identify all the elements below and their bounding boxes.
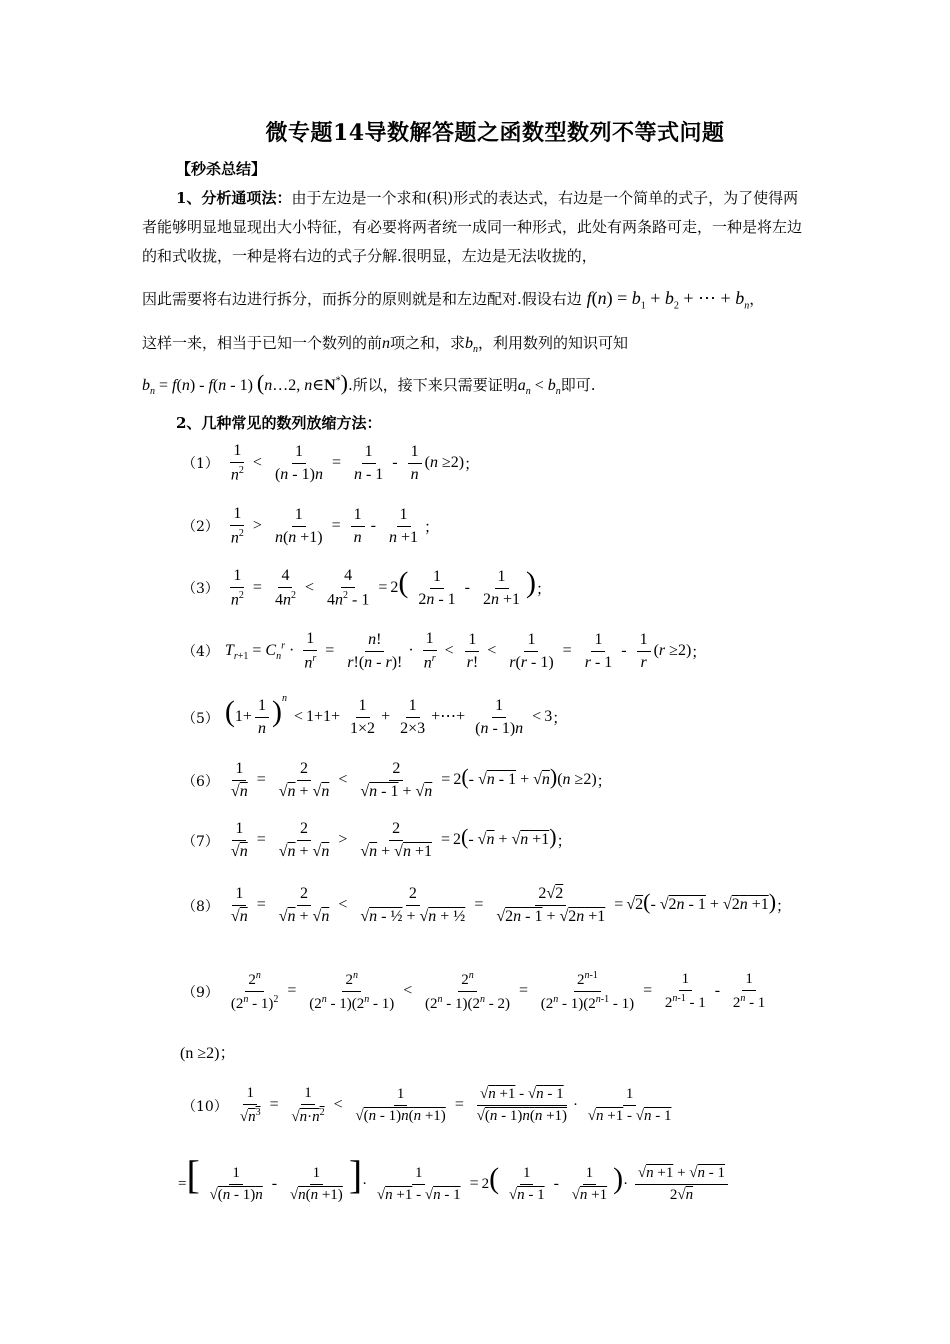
- p1-text-3c: ，利用数列的知识可知: [478, 334, 629, 352]
- label-4: （4）: [182, 644, 219, 661]
- formula-row-5: （5） (1+ $\frac{1}{n}$ )$^n$ < 1+1+ $\frac{1}{1\times 2}$ + $\frac{1}{2\times 3}$ +⋯+ $\frac{1}{(n - 1)n}$ < 3 ；: [182, 692, 568, 737]
- label-7: （7）: [182, 833, 219, 850]
- p1-text-4b: 即可.: [560, 376, 596, 394]
- formula-row-1: （1） $\frac{1}{n^2}$ < $\frac{1}{(n - 1)n}$ = $\frac{1}{n - 1}$ - $\frac{1}{n}$ (n ≥2) ；: [182, 442, 480, 484]
- formula-row-6: （6） $\frac{1}{√n}$ = $\frac{2}{√n + √n}$ < $\frac{2}{√n - 1 + √n}$ = 2(- √n - 1 + √n)(n ≥2) ；: [182, 760, 612, 800]
- formula-row-9: （9） $\frac{2^n}{(2^n - 1)^2}$ = $\frac{2^n}{(2^n - 1)(2^n - 1)}$ < $\frac{2^n}{(2^n - 1)(2^n - 2)}$ = $\frac{2^{n-1}}{(2^n - 1)(2^{n-1} - 1)}$ = $\frac{1}{2^{n-1} - 1}$ - $\frac{1}{2^n - 1}$: [182, 970, 766, 1012]
- label-1: （1）: [182, 456, 219, 473]
- formula-row-10-cont: =[ $\frac{1}{√(n - 1)n}$ - $\frac{1}{√n(n +1)}$ ]· $\frac{1}{√n +1 - √n - 1}$ = 2( $\frac{1}{√n - 1}$ - $\frac{1}{√n +1}$ )· $\frac{√n +1 + √n - 1}{2√n}$: [178, 1155, 731, 1204]
- formula-row-10: （10） $\frac{1}{√n^3}$ = $\frac{1}{√n\cdot n^2}$ < $\frac{1}{√(n - 1)n(n +1)}$ = $\frac{√n +1 - √n - 1}{√(n - 1)n(n +1)}$ · $\frac{1}{√n +1 - √n - 1}$: [182, 1085, 672, 1125]
- p1-text-4: .所以，接下来只需要证明: [347, 376, 518, 394]
- paragraph-1: [142, 184, 810, 271]
- p1-text: 由于左边是一个求和(积)形式的表达式，右边是一个简单的式子，为了使得两者能够明显地显现出大小特征，有必要将两者统一成同一种形式，此处有两条路可走，一种是将左边的和式收拢，一种是将右边的式子分解.很明显，左边是无法收拢的，: [142, 189, 803, 265]
- formula-row-3: （3） $\frac{1}{n^2}$ = $\frac{4}{4n^2}$ < $\frac{4}{4n^2 - 1}$ = 2( $\frac{1}{2n - 1}$ - $\frac{1}{2n +1}$ ) ；: [182, 565, 552, 609]
- formula-row-8: （8） $\frac{1}{√n}$ = $\frac{2}{√n + √n}$ < $\frac{2}{\text{√n - ½ + √n + ½}}$ = $\frac{2√2}{√2n - 1 + √2n +1}$ = √2(- √2n - 1 + √2n +1) ；: [182, 885, 792, 925]
- formula-fn-sum: $f(n) = b_1 + b_2$ + ⋯ + $b_n$: [586, 288, 750, 312]
- p1-lead: 1、分析通项法：: [176, 189, 292, 207]
- label-3: （3）: [182, 581, 219, 598]
- label-10: （10）: [182, 1098, 228, 1115]
- p1-text-2: 因此需要将右边进行拆分，而拆分的原则就是和左边配对.假设右边: [142, 290, 582, 308]
- label-5: （5）: [182, 710, 219, 727]
- formula-row-4: （4） $T_{r+1} = C_n^r$ · $\frac{1}{n^r}$ = $\frac{n!}{r!(n - r)!}$ · $\frac{1}{n^r}$ < $\frac{1}{r!}$ < $\frac{1}{r(r - 1)}$ = $\frac{1}{r - 1}$ - $\frac{1}{r}$ (r ≥2) ；: [182, 630, 707, 672]
- label-9: （9）: [182, 984, 219, 1001]
- formula-bn: $b_n = f(n) - f(n - 1)$ (n…2, n∈N*): [142, 370, 348, 398]
- paragraph-1-line-4: 因此需要将右边进行拆分，而拆分的原则就是和左边配对.假设右边 $f(n) = b_1 + b_2$ + ⋯ + $b_n$，: [142, 288, 765, 312]
- p1-text-3b: 项之和，求: [390, 334, 466, 352]
- p1-text-3: 这样一来，相当于已知一个数列的前: [142, 334, 383, 352]
- formula-row-7: （7） $\frac{1}{√n}$ = $\frac{2}{√n + √n}$ > $\frac{2}{√n + √n +1}$ = 2(- √n + √n +1) ；: [182, 820, 572, 860]
- section-heading: 【秒杀总结】: [176, 160, 267, 178]
- paragraph-1-line-6: $b_n = f(n) - f(n - 1)$ (n…2, n∈N*).所以，接下来只需要证明$a_n < b_n$即可.: [142, 370, 596, 398]
- page-title: 微专题14导数解答题之函数型数列不等式问题: [265, 120, 725, 146]
- formula-row-2: （2） $\frac{1}{n^2}$ > $\frac{1}{n(n +1)}$ = $\frac{1}{n}$ - $\frac{1}{n +1}$ ；: [182, 505, 440, 547]
- label-2: （2）: [182, 519, 219, 536]
- paragraph-1-line-5: 这样一来，相当于已知一个数列的前n项之和，求$b_n$，利用数列的知识可知: [142, 334, 629, 356]
- label-8: （8）: [182, 898, 219, 915]
- label-6: （6）: [182, 773, 219, 790]
- formula-row-9-tail: (n ≥2)；: [180, 1045, 236, 1062]
- section-2-heading: 2、几种常见的数列放缩方法：: [176, 414, 382, 432]
